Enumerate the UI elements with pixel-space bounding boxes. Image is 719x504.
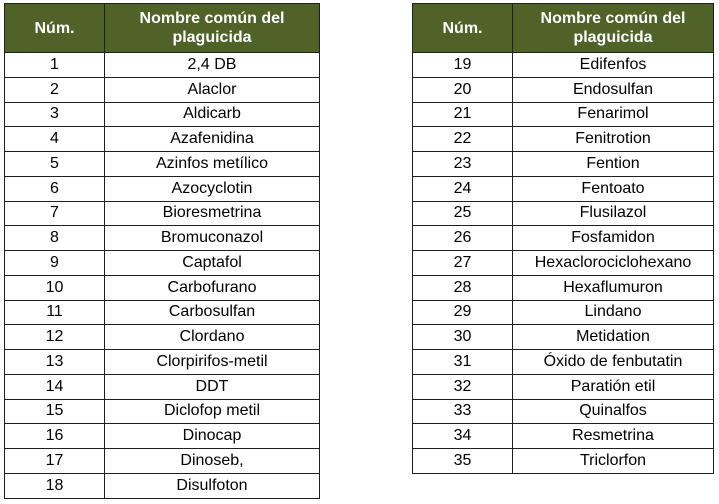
pesticide-name: Paratión etil — [513, 374, 714, 399]
pesticide-name: Dinoseb, — [105, 449, 320, 474]
pesticide-name: Diclofop metil — [105, 399, 320, 424]
table-row — [413, 449, 714, 474]
row-number: 1 — [5, 53, 105, 78]
pesticide-name: Bioresmetrina — [105, 201, 320, 226]
row-number: 11 — [5, 300, 105, 325]
pesticide-name: Azafenidina — [105, 127, 320, 152]
row-number: 18 — [5, 473, 105, 498]
pesticide-table-right — [412, 3, 714, 474]
table-row — [5, 325, 320, 350]
table-body-right — [413, 53, 714, 474]
row-number: 10 — [5, 275, 105, 300]
row-number: 31 — [413, 350, 513, 375]
pesticide-name: 2,4 DB — [105, 53, 320, 78]
pesticide-name: Hexaflumuron — [513, 275, 714, 300]
table-row — [413, 399, 714, 424]
table-row — [413, 53, 714, 78]
row-number: 6 — [5, 176, 105, 201]
pesticide-name: Flusilazol — [513, 201, 714, 226]
pesticide-name: Triclorfon — [513, 449, 714, 474]
pesticide-name: Carbofurano — [105, 275, 320, 300]
row-number: 27 — [413, 251, 513, 276]
table-row — [5, 449, 320, 474]
column-header-num: Núm. — [413, 4, 513, 53]
row-number: 3 — [5, 102, 105, 127]
pesticide-name: DDT — [105, 374, 320, 399]
row-number: 25 — [413, 201, 513, 226]
row-number: 29 — [413, 300, 513, 325]
row-number: 4 — [5, 127, 105, 152]
row-number: 12 — [5, 325, 105, 350]
table-row — [413, 300, 714, 325]
table-row — [413, 424, 714, 449]
pesticide-name: Disulfoton — [105, 473, 320, 498]
pesticide-name: Fenarimol — [513, 102, 714, 127]
table-row — [5, 424, 320, 449]
table-row — [5, 176, 320, 201]
row-number: 34 — [413, 424, 513, 449]
pesticide-name: Resmetrina — [513, 424, 714, 449]
row-number: 26 — [413, 226, 513, 251]
table-row — [5, 127, 320, 152]
table-row — [413, 176, 714, 201]
table-row — [413, 325, 714, 350]
column-header-name: Nombre común del plaguicida — [105, 4, 320, 53]
table-row — [413, 201, 714, 226]
table-row — [413, 374, 714, 399]
table-row — [413, 102, 714, 127]
row-number: 30 — [413, 325, 513, 350]
pesticide-name: Fosfamidon — [513, 226, 714, 251]
pesticide-table-left — [4, 3, 320, 499]
pesticide-name: Fentoato — [513, 176, 714, 201]
table-row — [5, 201, 320, 226]
pesticide-name: Edifenfos — [513, 53, 714, 78]
table-row — [5, 53, 320, 78]
row-number: 9 — [5, 251, 105, 276]
table-row — [5, 152, 320, 177]
table-row — [413, 127, 714, 152]
table-row — [5, 226, 320, 251]
row-number: 14 — [5, 374, 105, 399]
table-row — [413, 226, 714, 251]
table-row — [413, 275, 714, 300]
pesticide-name: Aldicarb — [105, 102, 320, 127]
row-number: 28 — [413, 275, 513, 300]
table-row — [413, 152, 714, 177]
row-number: 16 — [5, 424, 105, 449]
column-header-name: Nombre común del plaguicida — [513, 4, 714, 53]
row-number: 20 — [413, 77, 513, 102]
pesticide-name: Alaclor — [105, 77, 320, 102]
pesticide-name: Quinalfos — [513, 399, 714, 424]
row-number: 7 — [5, 201, 105, 226]
row-number: 21 — [413, 102, 513, 127]
pesticide-name: Captafol — [105, 251, 320, 276]
row-number: 32 — [413, 374, 513, 399]
row-number: 24 — [413, 176, 513, 201]
table-row — [5, 251, 320, 276]
pesticide-name: Clordano — [105, 325, 320, 350]
row-number: 19 — [413, 53, 513, 78]
pesticide-name: Fention — [513, 152, 714, 177]
table-row — [5, 374, 320, 399]
table-row — [5, 300, 320, 325]
pesticide-name: Bromuconazol — [105, 226, 320, 251]
table-row — [413, 350, 714, 375]
pesticide-name: Clorpirifos-metil — [105, 350, 320, 375]
pesticide-name: Metidation — [513, 325, 714, 350]
pesticide-name: Azocyclotin — [105, 176, 320, 201]
pesticide-name: Fenitrotion — [513, 127, 714, 152]
pesticide-name: Endosulfan — [513, 77, 714, 102]
table-row — [5, 399, 320, 424]
pesticide-name: Azinfos metílico — [105, 152, 320, 177]
table-row — [5, 350, 320, 375]
row-number: 8 — [5, 226, 105, 251]
pesticide-name: Óxido de fenbutatin — [513, 350, 714, 375]
row-number: 2 — [5, 77, 105, 102]
row-number: 35 — [413, 449, 513, 474]
table-row — [5, 77, 320, 102]
table-row — [5, 275, 320, 300]
table-row — [413, 251, 714, 276]
table-row — [413, 77, 714, 102]
row-number: 23 — [413, 152, 513, 177]
table-header-row — [413, 4, 714, 53]
row-number: 17 — [5, 449, 105, 474]
column-header-num: Núm. — [5, 4, 105, 53]
table-header-row — [5, 4, 320, 53]
pesticide-name: Lindano — [513, 300, 714, 325]
row-number: 13 — [5, 350, 105, 375]
table-row — [5, 102, 320, 127]
table-row — [5, 473, 320, 498]
pesticide-name: Carbosulfan — [105, 300, 320, 325]
row-number: 15 — [5, 399, 105, 424]
table-body-left — [5, 53, 320, 499]
pesticide-name: Dinocap — [105, 424, 320, 449]
row-number: 33 — [413, 399, 513, 424]
row-number: 22 — [413, 127, 513, 152]
row-number: 5 — [5, 152, 105, 177]
pesticide-name: Hexaclorociclohexano — [513, 251, 714, 276]
